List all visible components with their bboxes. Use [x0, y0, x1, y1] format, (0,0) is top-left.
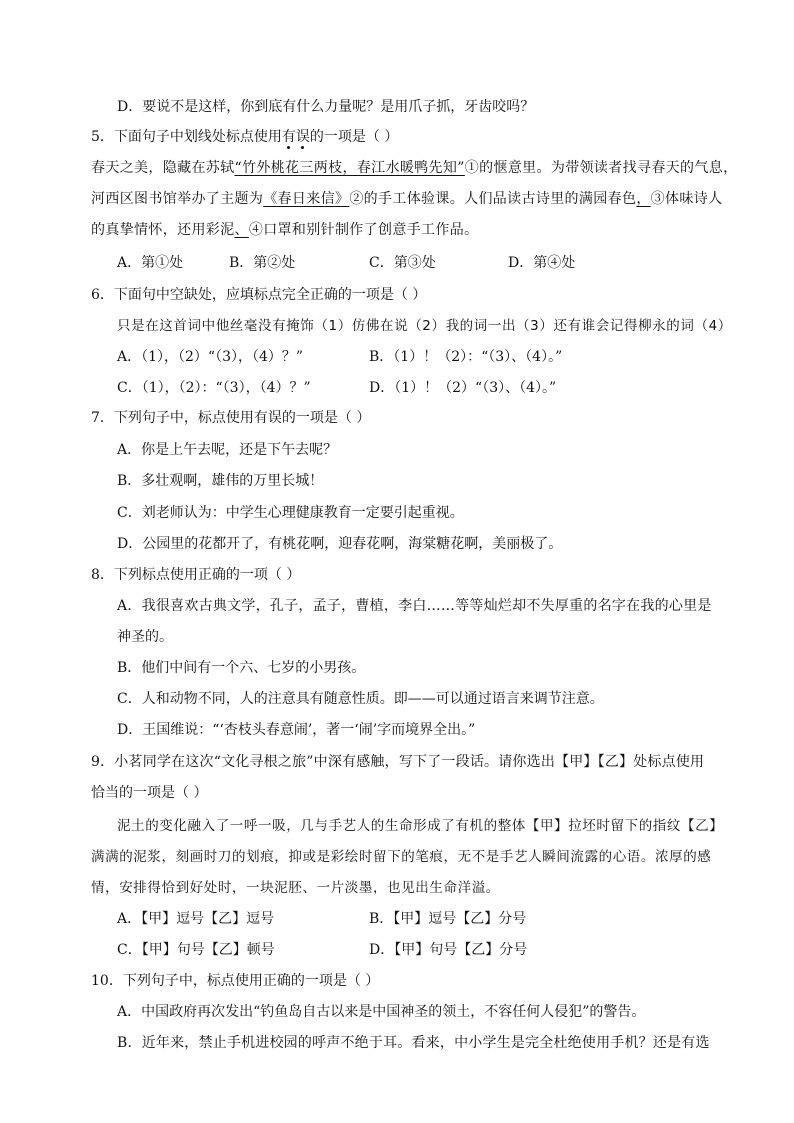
q8-stem: 8．下列标点使用正确的一项（ ）	[91, 567, 301, 583]
q6-option-c: C．（1），（2）：“（3），（4）？”	[117, 380, 311, 396]
q5-option-c: C．第③处	[369, 255, 436, 271]
q5-stem	[91, 127, 398, 147]
q5-p2-text-a: 河西区图书馆举办了主题为	[91, 191, 264, 207]
q5-option-d: D．第④处	[508, 255, 576, 271]
q9-stem-line-1: 9．小茗同学在这次“文化寻根之旅”中深有感触，写下了一段话。请你选出【甲】【乙】处标点使用	[91, 754, 705, 770]
q5-passage-line-1	[91, 158, 737, 178]
q9-option-a: A．【甲】逗号【乙】逗号	[117, 911, 275, 927]
q4-option-d: D．要说不是这样，你到底有什么力量呢？是用爪子抓，牙齿咬吗？	[117, 99, 535, 115]
q6-option-a: A．（1），（2）“（3），（4）？”	[117, 349, 304, 365]
q5-underline-4: 、	[234, 222, 249, 238]
q5-underline-1: “竹外桃花三两枝，春江水暖鸭先知”	[234, 160, 465, 176]
q6-option-b: B．（1）！（2）：“（3）、（4）。”	[369, 349, 563, 365]
q8-option-b: B．他们中间有一个六、七岁的小男孩。	[117, 660, 366, 676]
q10-stem: 10．下列句子中，标点使用正确的一项是（ ）	[91, 973, 380, 989]
q5-option-a: A．第①处	[117, 255, 184, 271]
q10-option-b: B．近年来，禁止手机进校园的呼声不绝于耳。看来，中小学生是完全杜绝使用手机？还是有选	[117, 1035, 710, 1051]
q5-underline-2: 《春日来信》	[263, 191, 350, 207]
q9-passage-line-2: 满满的泥浆，刻画时刀的划痕，抑或是彩绘时留下的笔痕，无不是手艺人瞬间流露的心语。浓厚的感	[91, 849, 712, 865]
q5-p2-text-c: ③体味诗人	[650, 191, 723, 207]
q7-option-d: D．公园里的花都开了，有桃花啊，迎春花啊，海棠糖花啊，美丽极了。	[117, 536, 563, 552]
q7-stem: 7．下列句子中，标点使用有误的一项是（ ）	[91, 410, 371, 426]
q5-p3-text-a: 的真挚情怀，还用彩泥	[91, 222, 235, 238]
q7-option-a: A．你是上午去呢，还是下午去呢？	[117, 442, 338, 458]
q5-p1-text-b: ①的惬意里。为带领读者找寻春天的气息，	[464, 160, 738, 176]
q8-option-a-line-1: A．我很喜欢古典文学，孔子，孟子，曹植，李白……等等灿烂却不失厚重的名字在我的心里是	[117, 598, 712, 614]
q7-option-c: C．刘老师认为：中学生心理健康教育一定要引起重视。	[117, 505, 464, 521]
q5-p3-text-b: ④口罩和别针制作了创意手工作品。	[248, 222, 479, 238]
q9-stem-line-2: 恰当的一项是（ ）	[91, 785, 208, 801]
q5-emphasis-you: 有	[281, 129, 296, 145]
q9-passage-line-3: 情，安排得恰到好处时，一块泥胚、一片淡墨，也见出生命洋溢。	[91, 880, 500, 896]
q6-option-d: D．（1）！（2）“（3）、（4）。”	[369, 380, 557, 396]
q5-passage-line-2	[91, 189, 722, 209]
q5-passage-line-3	[91, 220, 478, 240]
q9-option-d: D．【甲】句号【乙】分号	[369, 942, 528, 958]
q6-stem: 6．下面句中空缺处，应填标点完全正确的一项是（ ）	[91, 287, 427, 303]
q5-p2-text-b: ②的手工体验课。人们品读古诗里的满园春色	[349, 191, 637, 207]
q5-emphasis-wu: 误	[295, 129, 310, 145]
q9-option-b: B．【甲】逗号【乙】分号	[369, 911, 527, 927]
q7-option-b: B．多壮观啊，雄伟的万里长城！	[117, 473, 324, 489]
q9-passage-line-1: 泥土的变化融入了一呼一吸，几与手艺人的生命形成了有机的整体【甲】拉坯时留下的指纹【乙】	[117, 818, 724, 834]
q5-p1-text-a: 春天之美，隐藏在苏轼	[91, 160, 235, 176]
q10-option-a: A．中国政府再次发出“钓鱼岛自古以来是中国神圣的领土，不容任何人侵犯”的警告。	[117, 1004, 646, 1020]
q8-option-a-line-2: 神圣的。	[117, 629, 173, 645]
q5-stem-start: 5．下面句子中划线处标点使用	[91, 129, 282, 145]
q5-option-b: B．第②处	[229, 255, 296, 271]
q5-underline-3: ，	[636, 191, 651, 207]
q5-stem-end: 的一项是（ ）	[309, 129, 399, 145]
q9-option-c: C．【甲】句号【乙】顿号	[117, 942, 275, 958]
q6-sentence: 只是在这首词中他丝毫没有掩饰（1）仿佛在说（2）我的词一出（3）还有谁会记得柳永的词（4）	[117, 318, 732, 334]
q8-option-c: C．人和动物不同，人的注意具有随意性质。即——可以通过语言来调节注意。	[117, 691, 604, 707]
q8-option-d: D．王国维说：“‘杏枝头春意闹’，著一‘闹’字而境界全出。”	[117, 722, 476, 738]
